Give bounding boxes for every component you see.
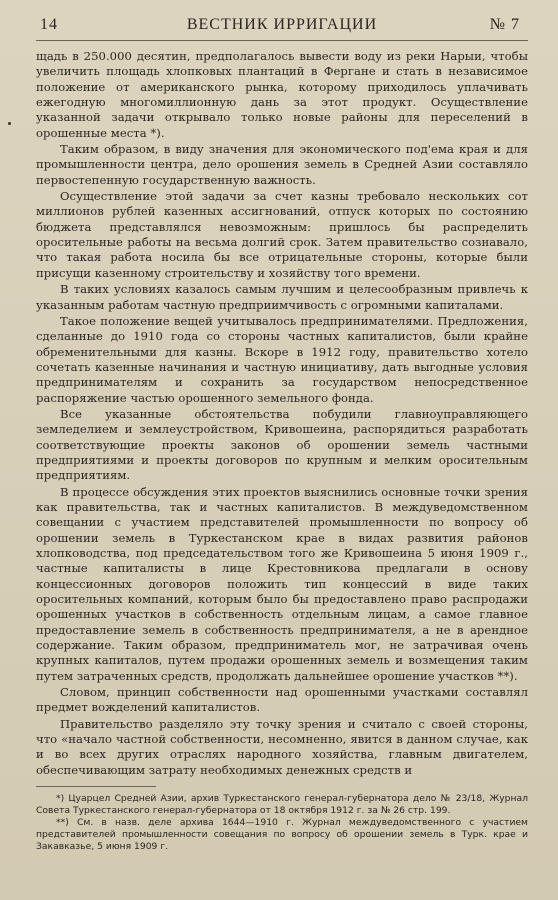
paragraph: Таким образом, в виду значения для экономического под'ема края и для промышленности центра, дело орошения земель в Средней Азии составляло первостепенную государственную важность. xyxy=(36,142,528,187)
paragraph: В таких условиях казалось самым лучшим и целесообразным привлечь к указанным работам частную предприимчивость с огромными капиталами. xyxy=(36,282,528,312)
article-body xyxy=(36,49,528,778)
footnote: *) Цуарцел Средней Азии, архив Туркестанского генерал-губернатора дело № 23/18, Журнал Совета Туркестанского генерал-губернатора от 18 октября 1912 г. за № 26 стр. 199. xyxy=(36,793,528,817)
paragraph: В процессе обсуждения этих проектов выяснились основные точки зрения как правительства, так и частных капиталистов. В междуведомственном совещании с участием представителей промышленности по вопросу об орошении земель в Туркестанском крае в видах развития районов хлопководства, под председательством того же Кривошеина 5 июня 1909 г., частные капиталисты в лице Крестовникова предлагали в основу концессионных договоров положить тип концессий в виде таких оросительных компаний, которым было бы предоставлено право распродажи орошенных участков в собственность отдельным лицам, а самое главное предоставление земель в собственность предпринимателя, а не в арендное содержание. Таким образом, предприниматель мог, не затрачивая очень крупных капиталов, путем продажи орошенных земель и возмещения таким путем затраченных средств, продолжать дальнейшее орошение участков **). xyxy=(36,484,528,683)
margin-mark xyxy=(8,122,11,125)
paragraph: Правительство разделяло эту точку зрения и считало с своей стороны, что «начало частной собственности, несомненно, явится в данном случае, как и во всех других отраслях народного хозяйства, главным двигателем, обеспечивающим затрату необходимых денежных средств и xyxy=(36,716,528,777)
paragraph: щадь в 250.000 десятин, предполагалось вывести воду из реки Нарыи, чтобы увеличить площадь хлопковых плантаций в Фергане и стать в независимое положение от американского рынка, которому приходилось уплачивать ежегодную многомиллионную дань за этот продукт. Осуществление указанной задачи открывало только новые районы для переселений в орошенные места *). xyxy=(36,49,528,140)
running-header xyxy=(36,14,528,41)
paragraph: Такое положение вещей учитывалось предпринимателями. Предложения, сделанные до 1910 года со стороны частных капиталистов, были крайне обременительными для казны. Вскоре в 1912 году, правительство хотело сочетать казенные начинания и частную инициативу, дать выгодные условия предпринимателям и сохранить за государством непосредственное распоряжение частью орошенного земельного фонда. xyxy=(36,313,528,405)
footnote: **) См. в назв. деле архива 1644—1910 г. Журнал междуведомственного с участием представителей промышленности совещания по вопросу об орошении земель в Турк. крае и Закавказье, 5 июня 1909 г. xyxy=(36,817,528,853)
journal-title: ВЕСТНИК ИРРИГАЦИИ xyxy=(186,16,378,33)
footnotes xyxy=(36,793,528,853)
page-number: 14 xyxy=(40,16,58,33)
issue-number: № 7 xyxy=(489,16,520,33)
paragraph: Все указанные обстоятельства побудили главноуправляющего земледелием и землеустройством, Кривошеина, распорядиться разработать соответствующие проекты законов об орошении земель частными предприятиями и проекты договоров по крупным и мелким оросительным предприятиям. xyxy=(36,406,528,483)
paragraph: Словом, принцип собственности над орошенными участками составлял предмет вожделений капиталистов. xyxy=(36,685,528,715)
paragraph: Осуществление этой задачи за счет казны требовало нескольких сот миллионов рублей казенных ассигнований, отпуск которых по состоянию бюджета представлялся невозможным: пришлось бы распределить оросительные работы на весьма долгий срок. Затем правительство сознавало, что такая работа носила бы все отрицательные стороны, которые были присущи казенному строительству и хозяйству того времени. xyxy=(36,189,528,280)
footnote-divider xyxy=(36,786,156,787)
